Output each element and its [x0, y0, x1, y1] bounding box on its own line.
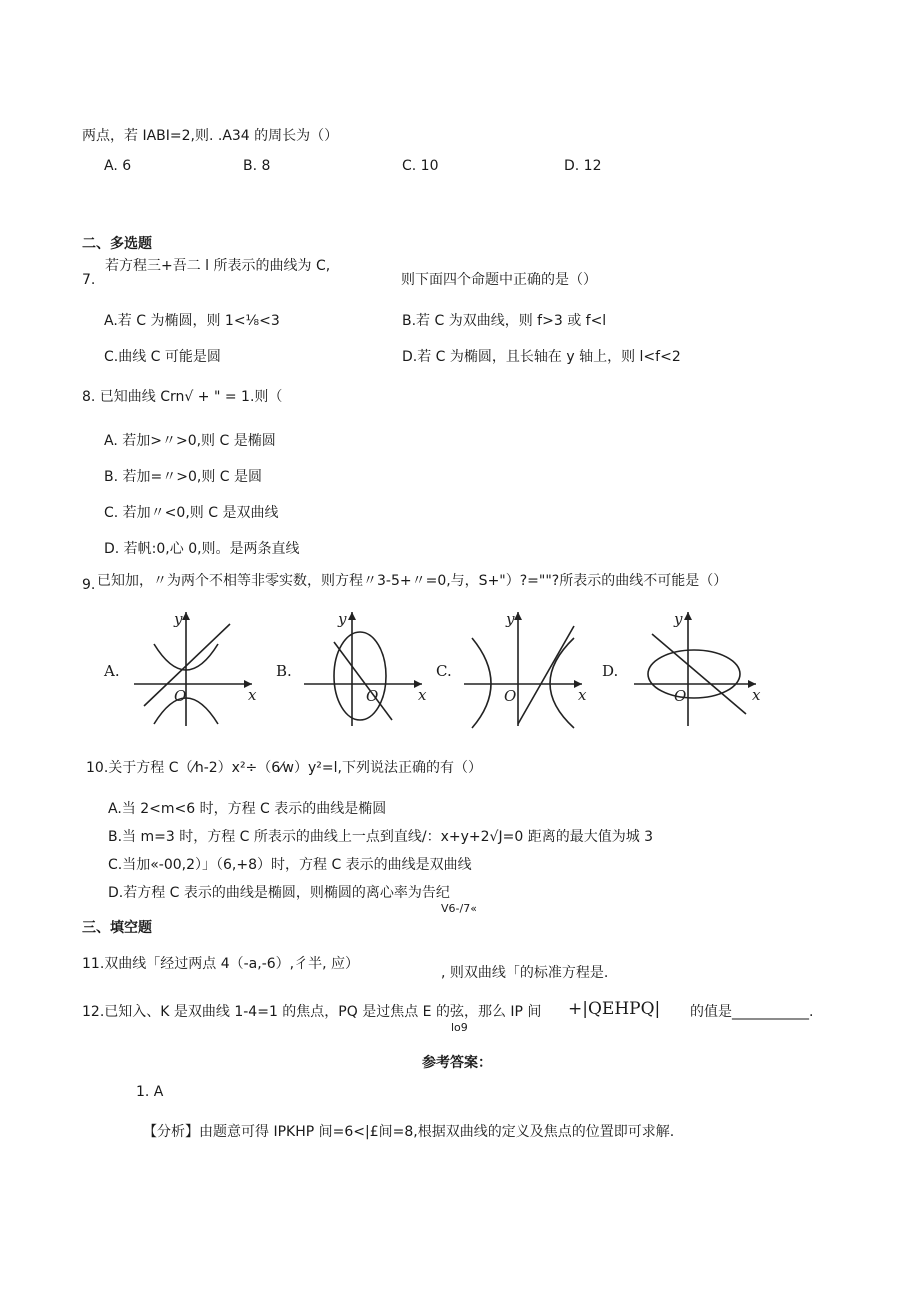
figure-c-right-branch	[550, 638, 574, 728]
answer-1: 1. A	[136, 1084, 164, 1100]
figure-d-ellipse-graph	[628, 604, 766, 730]
answer-1-analysis: 【分析】由题意可得 IPKHP 间=6<|£间=8,根据双曲线的定义及焦点的位置即可求解.	[143, 1124, 675, 1140]
q11-stem-b: , 则双曲线「的标准方程是.	[441, 965, 609, 981]
q12-stem-b: 的值是___________.	[690, 1004, 814, 1020]
figure-d-origin-label: O	[674, 687, 687, 705]
q10-option-d: D.若方程 C 表示的曲线是椭圆，则椭圆的离心率为告纪	[108, 885, 450, 901]
figure-b-ellipse-graph	[298, 604, 436, 730]
q12-formula: +|QEHPQ|	[568, 999, 661, 1019]
q6-option-d: D. 12	[564, 158, 602, 174]
q6-option-c: C. 10	[402, 158, 439, 174]
q12-sub-note: lo9	[451, 1021, 468, 1034]
q8-option-d: D. 若帆:0,心 0,则。是两条直线	[104, 541, 300, 557]
figure-c-left-branch	[472, 638, 491, 728]
section-2-title: 二、多选题	[82, 236, 152, 252]
figure-d-x-label: x	[752, 686, 761, 704]
q6-stem: 两点，若 IABI=2,则. .A34 的周长为（）	[82, 128, 339, 144]
q7-option-a: A.若 C 为椭圆，则 1<⅛<3	[104, 313, 280, 329]
figure-d-ellipse	[648, 650, 740, 698]
q10-option-b: B.当 m=3 时，方程 C 所表示的曲线上一点到直线/：x+y+2√J=0 距离的最大值为城 3	[108, 829, 654, 845]
q10-option-a: A.当 2<m<6 时，方程 C 表示的曲线是椭圆	[108, 801, 387, 817]
figure-c-x-label: x	[578, 686, 587, 704]
q7-stem-a: 若方程三+吾二 l 所表示的曲线为 C,	[105, 258, 331, 274]
section-3-title: 三、填空题	[82, 920, 152, 936]
q8-option-b: B. 若加=〃>0,则 C 是圆	[104, 469, 262, 485]
q10-option-c: C.当加«-00,2）」（6,+8）时，方程 C 表示的曲线是双曲线	[108, 857, 472, 873]
figure-d-line	[652, 634, 746, 714]
q9-number: 9.	[82, 577, 96, 593]
figure-d-label: D.	[602, 662, 619, 680]
answers-title: 参考答案：	[422, 1055, 492, 1071]
figure-a-hyperbola-graph	[128, 604, 266, 730]
figure-a-line	[144, 624, 230, 706]
figure-a-y-label: y	[174, 610, 183, 628]
q7-option-d: D.若 C 为椭圆，且长轴在 y 轴上，则 l<f<2	[402, 349, 681, 365]
q7-number: 7.	[82, 272, 96, 288]
q8-stem: 8. 已知曲线 Crn√ + " = 1.则（	[82, 389, 283, 405]
q8-option-c: C. 若加〃<0,则 C 是双曲线	[104, 505, 279, 521]
figure-c-y-label: y	[506, 610, 515, 628]
figure-c-origin-label: O	[504, 687, 517, 705]
q6-option-a: A. 6	[104, 158, 132, 174]
figure-b-y-label: y	[338, 610, 347, 628]
figure-a-x-label: x	[248, 686, 257, 704]
q7-option-b: B.若 C 为双曲线，则 f>3 或 f<l	[402, 313, 607, 329]
q9-stem: 已知加，〃为两个不相等非零实数，则方程〃3-5+〃=0,与，S+"）?=""?所表示的曲线不可能是（）	[97, 573, 728, 589]
figure-d-y-label: y	[674, 610, 683, 628]
figure-b-label: B.	[276, 662, 292, 680]
figure-c-hyperbola-graph	[458, 604, 596, 730]
q6-option-b: B. 8	[243, 158, 271, 174]
q7-option-c: C.曲线 C 可能是圆	[104, 349, 221, 365]
q8-option-a: A. 若加>〃>0,则 C 是椭圆	[104, 433, 276, 449]
figure-b-x-label: x	[418, 686, 427, 704]
figure-b-origin-label: O	[366, 687, 379, 705]
q11-stem-a: 11.双曲线「经过两点 4（-a,-6）,彳半, 应）	[82, 956, 360, 972]
q7-stem-b: 则下面四个命题中正确的是（）	[401, 272, 597, 288]
figure-a-origin-label: O	[174, 687, 187, 705]
figure-a-label: A.	[104, 662, 120, 680]
figure-c-line	[518, 626, 574, 724]
q10-sub-note: V6-/7«	[441, 902, 477, 915]
figure-c-label: C.	[436, 662, 452, 680]
q10-stem: 10.关于方程 C（⁄h-2）x²÷（6⁄w）y²=l,下列说法正确的有（）	[86, 760, 482, 776]
q12-stem-a: 12.已知入、K 是双曲线 1-4=1 的焦点，PQ 是过焦点 E 的弦，那么 IP 间	[82, 1004, 542, 1020]
